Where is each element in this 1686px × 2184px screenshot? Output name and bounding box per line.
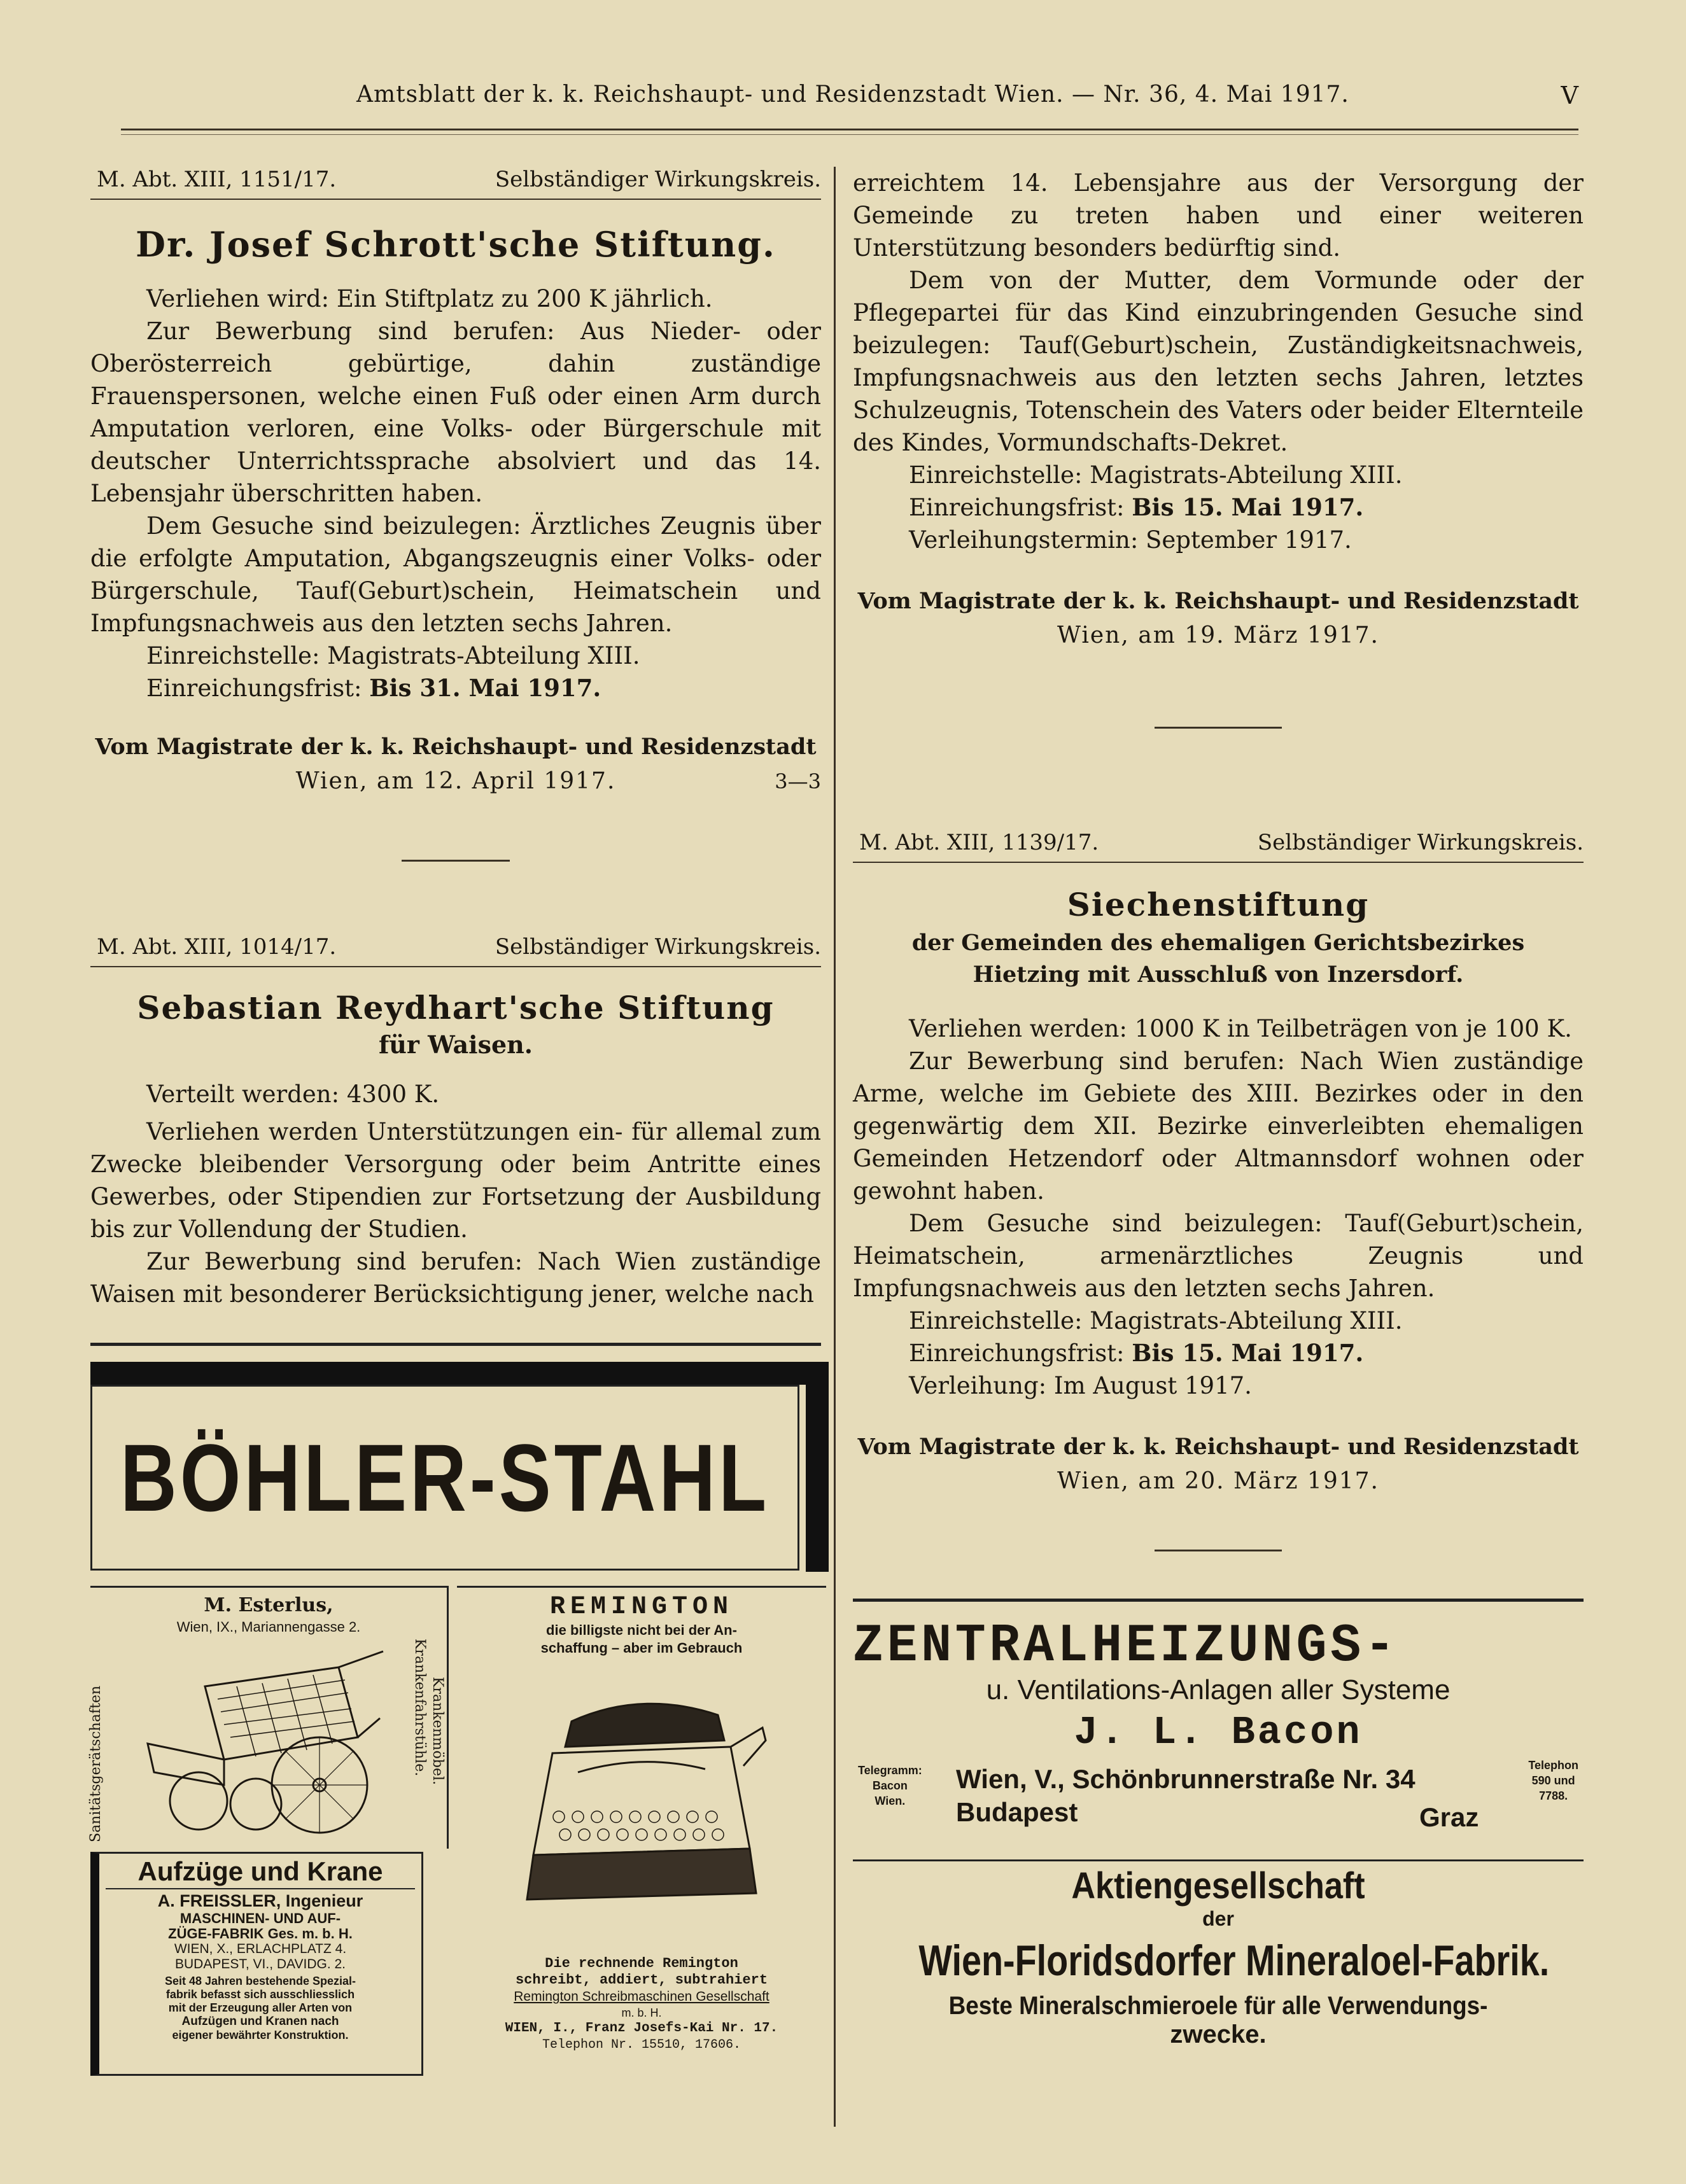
article-reydhart xyxy=(90,934,821,1310)
remington-line-2: schaffung – aber im Gebrauch xyxy=(540,1640,743,1656)
esterlus-side-right-2: Krankenmöbel. xyxy=(430,1677,446,1785)
submission-deadline xyxy=(853,491,1584,524)
paragraph: Zur Bewerbung sind berufen: Nach Wien zuständige Arme, welche im Gebiete des XIII. Bezirkes oder in den gegenwärtig dem XII. Bezirke einverleibten ehemaligen Gemeinden Hetzendorf oder Altmannsdorf wohnen oder gewohnt haben. xyxy=(853,1047,1584,1205)
remington-company: Remington Schreibmaschinen Gesellschaft xyxy=(514,1989,769,2004)
box-top-shade xyxy=(90,1362,822,1385)
ads-separator-right xyxy=(853,1599,1584,1602)
esterlus-name: M. Esterlus, xyxy=(204,1594,334,1616)
remington-title: REMINGTON xyxy=(549,1593,734,1621)
typewriter-illustration xyxy=(514,1690,769,1931)
article-title: Siechenstiftung xyxy=(1067,886,1370,923)
header-title: Amtsblatt der k. k. Reichshaupt- und Residenzstadt Wien. — Nr. 36, 4. Mai 1917. xyxy=(356,81,1349,108)
article-ref-row xyxy=(90,934,821,970)
article-scope: Selbständiger Wirkungskreis. xyxy=(495,167,821,192)
submission-deadline xyxy=(90,672,821,704)
paragraph: erreichtem 14. Lebensjahre aus der Versorgung der Gemeinde zu treten haben und einer weiteren Unterstützung besonders bedürftig sind. xyxy=(853,169,1584,262)
signature-date: Wien, am 20. März 1917. xyxy=(1057,1468,1379,1494)
article-ref: M. Abt. XIII, 1139/17. xyxy=(859,830,1099,855)
section-divider xyxy=(1155,1550,1282,1551)
ad-mineraloel xyxy=(853,1865,1584,2081)
article-ref: M. Abt. XIII, 1151/17. xyxy=(97,167,337,192)
section-divider xyxy=(402,860,510,862)
paragraph: Verteilt werden: 4300 K. xyxy=(146,1081,440,1108)
deadline-label: Einreichungsfrist: xyxy=(909,1340,1132,1367)
remington-bottom-2: schreibt, addiert, subtrahiert xyxy=(515,1972,768,1988)
ref-underline xyxy=(853,862,1584,863)
remington-address: WIEN, I., Franz Josefs-Kai Nr. 17. xyxy=(505,2021,778,2036)
deadline-label: Einreichungsfrist: xyxy=(909,494,1132,521)
esterlus-side-left: Sanitätsgerätschaften xyxy=(88,1685,104,1842)
article-scope: Selbständiger Wirkungskreis. xyxy=(495,934,821,960)
award-date xyxy=(853,1369,1584,1402)
ad-esterlus xyxy=(90,1586,449,1849)
paragraph: Dem Gesuche sind beizulegen: Ärztliches Zeugnis über die erfolgte Amputation, Abgangszeugnis einer Volks- oder Bürgerschule, Tauf(Geburt)schein, Heimatschein und Impfungsnachweis aus den letzten sechs Jahren. xyxy=(90,512,821,637)
mineraloel-line-5: zwecke. xyxy=(1170,2020,1267,2048)
paragraph: Zur Bewerbung sind berufen: Aus Nieder- oder Oberösterreich gebürtige, dahin zuständige Frauenspersonen, welche einen Fuß oder einen Arm durch Amputation verloren, eine Volks- oder Bürgerschule mit deutscher Unterrichtssprache absolviert und das 14. Lebensjahr überschritten haben. xyxy=(90,318,821,507)
article-subtitle: für Waisen. xyxy=(378,1030,533,1059)
article-ref: M. Abt. XIII, 1014/17. xyxy=(97,934,337,960)
article-ref-row xyxy=(853,830,1584,865)
mineraloel-line-2: der xyxy=(1202,1907,1234,1930)
submission-office: Einreichstelle: Magistrats-Abteilung XIII. xyxy=(909,1307,1403,1334)
zentral-title: ZENTRALHEIZUNGS- xyxy=(853,1616,1399,1677)
ad-remington xyxy=(457,1586,826,2071)
ad-freissler xyxy=(90,1852,423,2076)
boehler-wordmark: BÖHLER-STAHL xyxy=(120,1424,770,1531)
freissler-line-1: MASCHINEN- UND AUF- xyxy=(179,1910,341,1926)
freissler-line-5: Seit 48 Jahren bestehende Spezial- xyxy=(164,1975,356,1987)
signature-authority: Vom Magistrate der k. k. Reichshaupt- und Residenzstadt xyxy=(95,734,817,760)
signature-authority: Vom Magistrate der k. k. Reichshaupt- und Residenzstadt xyxy=(857,1434,1579,1460)
publication-count: 3—3 xyxy=(775,769,821,794)
ad-boehler xyxy=(90,1362,829,1575)
signature-date: Wien, am 12. April 1917. xyxy=(295,768,616,794)
zentral-subtitle: u. Ventilations-Anlagen aller Systeme xyxy=(986,1674,1451,1705)
freissler-line-8: Aufzügen und Kranen nach xyxy=(181,2015,339,2028)
freissler-firm: A. FREISSLER, Ingenieur xyxy=(157,1891,363,1910)
award-date: Verleihungstermin: September 1917. xyxy=(909,526,1352,554)
esterlus-side-right-1: Krankenfahrstühle. xyxy=(412,1639,428,1777)
freissler-line-7: mit der Erzeugung aller Arten von xyxy=(168,2001,353,2014)
paragraph: Verliehen werden Unterstützungen ein- für allemal zum Zwecke bleibender Versorgung oder beim Antritte eines Gewerbes, oder Stipendien zur Fortsetzung der Ausbildung bis zur Vollendung der Studien. xyxy=(90,1118,821,1243)
award-label: Verleihung: xyxy=(909,1372,1054,1399)
paragraph: Dem Gesuche sind beizulegen: Tauf(Geburt)schein, Heimatschein, armenärztliches Zeugnis und Impfungsnachweis aus den letzten sechs Jahren. xyxy=(853,1210,1584,1302)
freissler-line-6: fabrik befasst sich ausschliesslich xyxy=(165,1988,355,2001)
freissler-line-9: eigener bewährter Konstruktion. xyxy=(172,2029,349,2041)
submission-office: Einreichstelle: Magistrats-Abteilung XIII. xyxy=(146,642,640,669)
article-scope: Selbständiger Wirkungskreis. xyxy=(1257,830,1584,855)
article-ref-row xyxy=(90,167,821,202)
freissler-line-4: BUDAPEST, VI., DAVIDG. 2. xyxy=(174,1957,346,1971)
column-divider xyxy=(834,167,836,2127)
remington-company-form: m. b. H. xyxy=(621,2006,662,2019)
deadline-value: Bis 15. Mai 1917. xyxy=(1132,1339,1364,1367)
paragraph: Dem von der Mutter, dem Vormunde oder der Pflegepartei für das Kind einzubringenden Gesuche sind beizulegen: Tauf(Geburt)schein, Zuständigkeitsnachweis, Impfungsnachweis aus den letzten sechs Jahren, letztes Schulzeugnis, Totenschein des Vaters oder beider Elternteile des Kindes, Vormundschafts-Dekret. xyxy=(853,267,1584,456)
article-schrott xyxy=(90,167,821,862)
paragraph: Verliehen werden: 1000 K in Teilbeträgen von je 100 K. xyxy=(909,1015,1572,1042)
ref-underline xyxy=(90,199,821,200)
remington-phone: Telephon Nr. 15510, 17606. xyxy=(542,2038,741,2052)
section-divider xyxy=(1155,727,1282,729)
award-value: Im August 1917. xyxy=(1053,1372,1252,1399)
box-side-shade xyxy=(806,1362,829,1572)
bacon-name: J. L. Bacon xyxy=(1074,1710,1363,1755)
bacon-telephone: Telephon 590 und 7788. xyxy=(1528,1759,1578,1802)
mineraloel-line-4: Beste Mineralschmieroele für alle Verwendungs- xyxy=(948,1992,1488,2020)
bacon-telegram: Telegramm: Bacon Wien. xyxy=(858,1764,922,1807)
submission-deadline xyxy=(853,1337,1584,1369)
bacon-address: Wien, V., Schönbrunnerstraße Nr. 34 xyxy=(956,1764,1416,1794)
page-number: V xyxy=(1561,81,1578,109)
remington-bottom-1: Die rechnende Remington xyxy=(545,1956,738,1971)
paragraph: Verliehen wird: Ein Stiftplatz zu 200 K jährlich. xyxy=(146,285,713,312)
article-title: Sebastian Reydhart'sche Stiftung xyxy=(137,989,775,1026)
deadline-value: Bis 15. Mai 1917. xyxy=(1132,493,1364,521)
mineraloel-company: Wien-Floridsdorfer Mineraloel-Fabrik. xyxy=(918,1936,1550,1985)
mineraloel-line-1: Aktiengesellschaft xyxy=(1071,1865,1365,1907)
deadline-value: Bis 31. Mai 1917. xyxy=(369,674,601,702)
submission-office: Einreichstelle: Magistrats-Abteilung XIII. xyxy=(909,461,1403,489)
ads-separator-right-2 xyxy=(853,1859,1584,1861)
ads-separator xyxy=(90,1343,821,1346)
header-divider xyxy=(121,129,1578,135)
freissler-line-2: ZÜGE-FABRIK Ges. m. b. H. xyxy=(168,1926,353,1942)
article-siechenstiftung xyxy=(853,830,1584,1551)
bacon-graz: Graz xyxy=(1419,1802,1479,1832)
freissler-line-3: WIEN, X., ERLACHPLATZ 4. xyxy=(174,1942,347,1956)
ref-underline xyxy=(90,966,821,967)
signature-date: Wien, am 19. März 1917. xyxy=(1057,622,1379,648)
esterlus-address: Wien, IX., Mariannengasse 2. xyxy=(176,1619,361,1635)
remington-line-1: die billigste nicht bei der An- xyxy=(546,1622,737,1638)
freissler-title: Aufzüge und Krane xyxy=(137,1856,383,1886)
article-subtitle: der Gemeinden des ehemaligen Gerichtsbezirkes Hietzing mit Ausschluß von Inzersdorf. xyxy=(911,930,1525,988)
paragraph: Zur Bewerbung sind berufen: Nach Wien zuständige Waisen mit besonderer Berücksichtigung jener, welche nach xyxy=(90,1248,821,1308)
article-title: Dr. Josef Schrott'sche Stiftung. xyxy=(136,224,776,265)
deadline-label: Einreichungsfrist: xyxy=(146,675,370,702)
ad-bacon xyxy=(853,1616,1584,1858)
bacon-budapest: Budapest xyxy=(956,1797,1078,1827)
boehler-box xyxy=(90,1385,799,1571)
signature-authority: Vom Magistrate der k. k. Reichshaupt- und Residenzstadt xyxy=(857,588,1579,614)
wheelchair-illustration xyxy=(129,1648,396,1839)
article-reydhart-continued xyxy=(853,167,1584,729)
